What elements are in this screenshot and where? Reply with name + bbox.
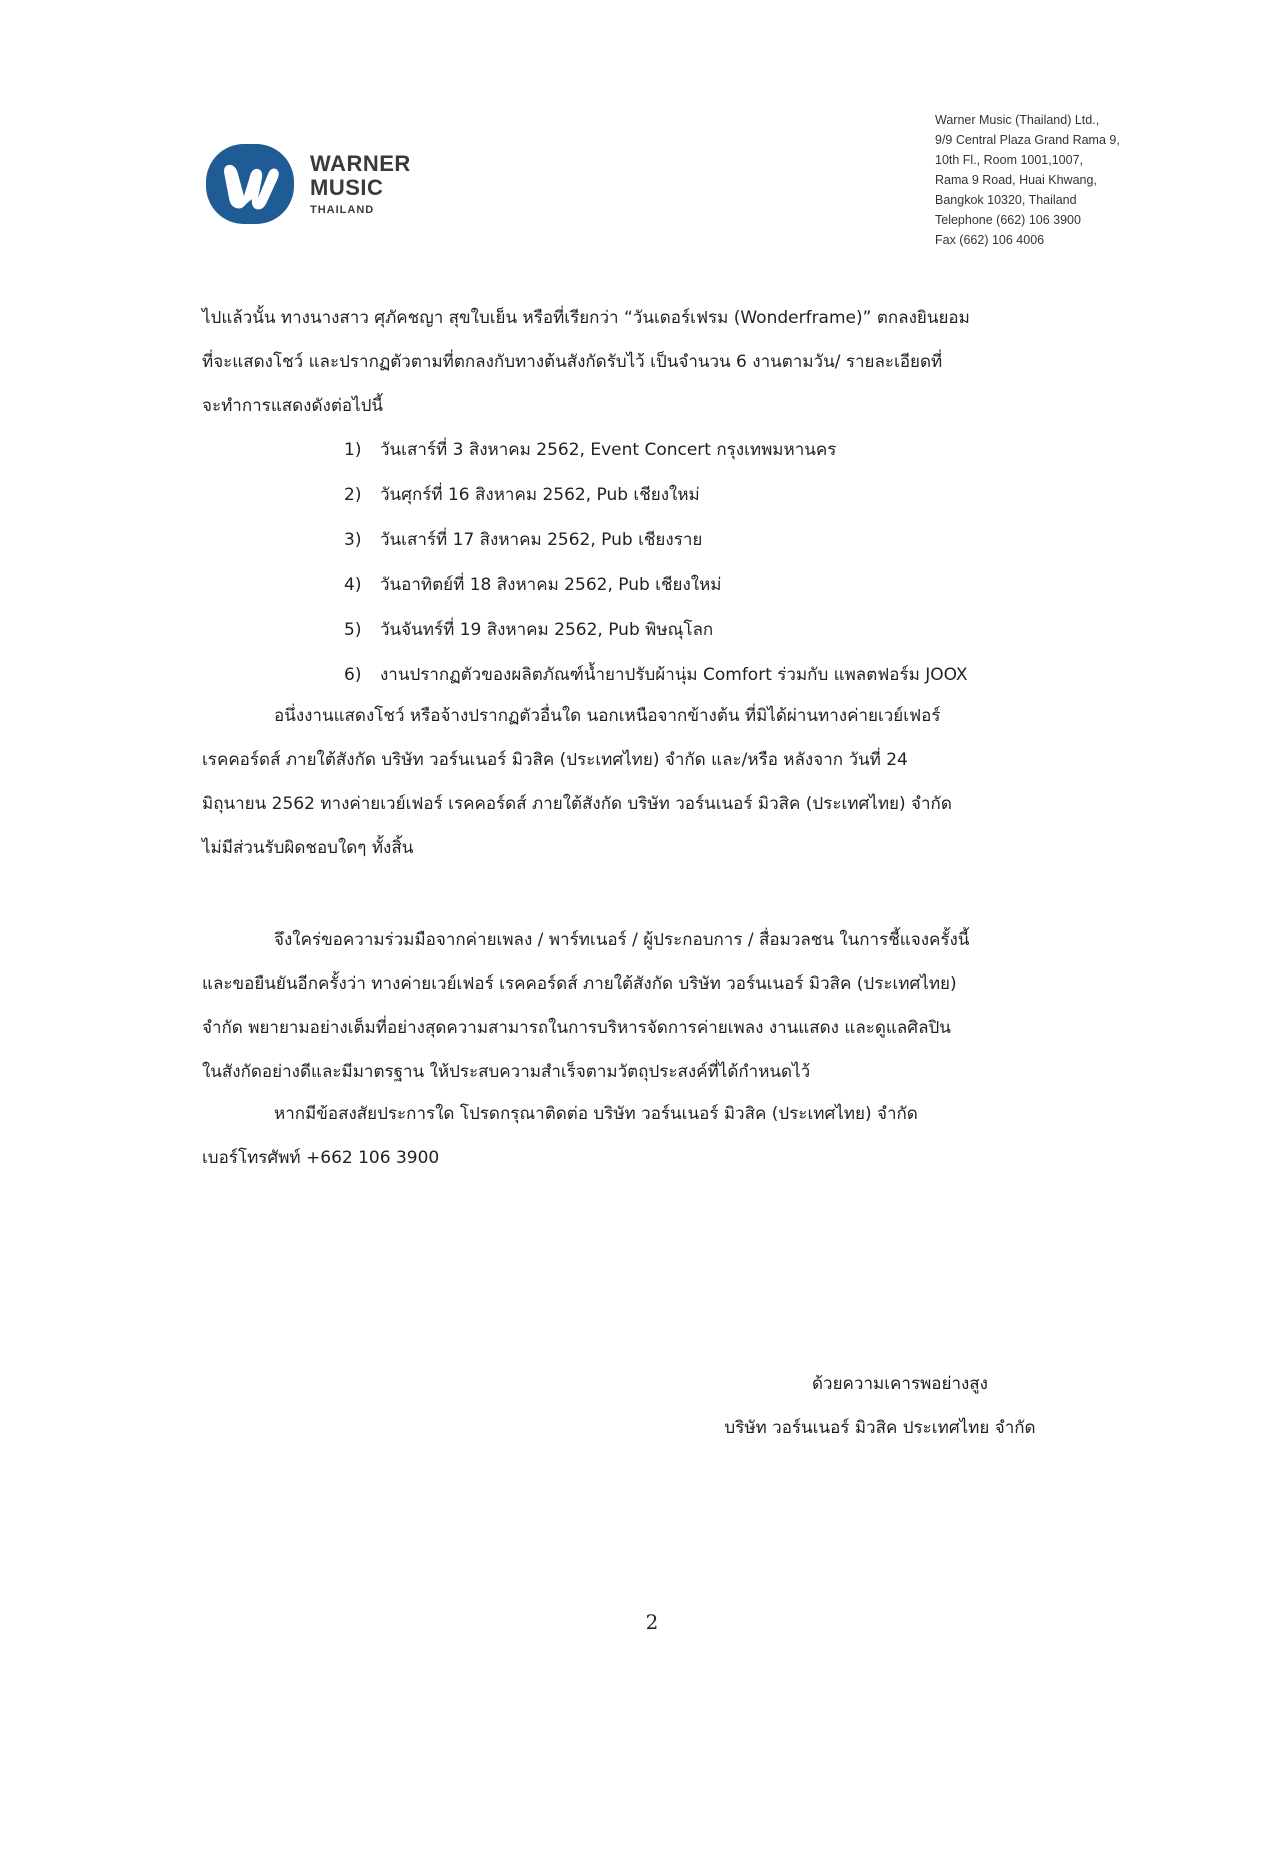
list-item-text: วันเสาร์ที่ 3 สิงหาคม 2562, Event Concert กรุงเทพมหานคร <box>380 440 837 460</box>
paragraph-line: มิถุนายน 2562 ทางค่ายเวย์เฟอร์ เรคคอร์ดส์ ภายใต้สังกัด บริษัท วอร์นเนอร์ มิวสิค (ประเทศไทย) จำกัด <box>202 794 952 814</box>
logo-line-music: MUSIC <box>310 174 384 200</box>
list-item <box>344 473 968 518</box>
list-item <box>344 653 968 698</box>
paragraph-line: หากมีข้อสงสัยประการใด โปรดกรุณาติดต่อ บริษัท วอร์นเนอร์ มิวสิค (ประเทศไทย) จำกัด <box>274 1104 918 1124</box>
address-line: 10th Fl., Room 1001,1007, <box>935 153 1084 167</box>
address-line: Telephone (662) 106 3900 <box>935 213 1081 227</box>
list-item-number: 6) <box>344 665 362 685</box>
closing-company: บริษัท วอร์นเนอร์ มิวสิค ประเทศไทย จำกัด <box>724 1418 1036 1438</box>
contact-paragraph <box>202 1092 1108 1180</box>
list-item-text: วันอาทิตย์ที่ 18 สิงหาคม 2562, Pub เชียงใหม่ <box>380 575 722 595</box>
paragraph-line: และขอยืนยันอีกครั้งว่า ทางค่ายเวย์เฟอร์ เรคคอร์ดส์ ภายใต้สังกัด บริษัท วอร์นเนอร์ มิวสิค (ประเทศไทย) <box>202 974 957 994</box>
intro-paragraph <box>202 296 1108 428</box>
list-item <box>344 563 968 608</box>
address-line: Rama 9 Road, Huai Khwang, <box>935 173 1097 187</box>
company-address <box>935 110 1165 250</box>
list-item-number: 2) <box>344 485 362 505</box>
paragraph-line: เรคคอร์ดส์ ภายใต้สังกัด บริษัท วอร์นเนอร์ มิวสิค (ประเทศไทย) จำกัด และ/หรือ หลังจาก วันที่ 24 <box>202 750 908 770</box>
list-item <box>344 428 968 473</box>
address-line: Fax (662) 106 4006 <box>935 233 1045 247</box>
closing-salutation: ด้วยความเคารพอย่างสูง <box>812 1374 988 1394</box>
paragraph-line: ในสังกัดอย่างดีและมีมาตรฐาน ให้ประสบความสำเร็จตามวัตถุประสงค์ที่ได้กำหนดไว้ <box>202 1062 811 1082</box>
paragraph-line: อนึ่งงานแสดงโชว์ หรือจ้างปรากฏตัวอื่นใด นอกเหนือจากข้างต้น ที่มิได้ผ่านทางค่ายเวย์เฟอร์ <box>274 706 941 726</box>
address-line: 9/9 Central Plaza Grand Rama 9, <box>935 133 1120 147</box>
list-item-number: 5) <box>344 620 362 640</box>
list-item <box>344 518 968 563</box>
list-item-text: วันเสาร์ที่ 17 สิงหาคม 2562, Pub เชียงราย <box>380 530 703 550</box>
paragraph-line: ไม่มีส่วนรับผิดชอบใดๆ ทั้งสิ้น <box>202 838 414 858</box>
list-item-number: 1) <box>344 440 362 460</box>
address-line: Bangkok 10320, Thailand <box>935 193 1077 207</box>
address-line: Warner Music (Thailand) Ltd., <box>935 113 1100 127</box>
list-item <box>344 608 968 653</box>
list-item-number: 3) <box>344 530 362 550</box>
list-item-text: งานปรากฏตัวของผลิตภัณฑ์น้ำยาปรับผ้านุ่ม Comfort ร่วมกับ แพลตฟอร์ม JOOX <box>380 665 968 685</box>
paragraph-line: ที่จะแสดงโชว์ และปรากฏตัวตามที่ตกลงกับทางต้นสังกัดรับไว้ เป็นจำนวน 6 งานตามวัน/ รายละเอียดที่ <box>202 352 943 372</box>
disclaimer-paragraph <box>202 694 1108 870</box>
closing-signature <box>680 1362 1080 1450</box>
logo-line-warner: WARNER <box>310 150 411 176</box>
warner-music-logo <box>204 138 411 230</box>
logo-line-thailand: THAILAND <box>310 203 375 216</box>
list-item-text: วันจันทร์ที่ 19 สิงหาคม 2562, Pub พิษณุโลก <box>380 620 714 640</box>
cooperation-paragraph <box>202 918 1108 1094</box>
page-number: 2 <box>645 1610 659 1634</box>
paragraph-line: จึงใคร่ขอความร่วมมือจากค่ายเพลง / พาร์ทเนอร์ / ผู้ประกอบการ / สื่อมวลชน ในการชี้แจงครั้งนี้ <box>274 930 970 950</box>
list-item-text: วันศุกร์ที่ 16 สิงหาคม 2562, Pub เชียงใหม่ <box>380 485 700 505</box>
paragraph-line: จะทำการแสดงดังต่อไปนี้ <box>202 396 384 416</box>
paragraph-line: ไปแล้วนั้น ทางนางสาว ศุภัคชญา สุขใบเย็น หรือที่เรียกว่า “วันเดอร์เฟรม (Wonderframe)” ตกลงยินยอม <box>202 308 970 328</box>
paragraph-line: เบอร์โทรศัพท์ +662 106 3900 <box>202 1148 440 1168</box>
paragraph-line: จำกัด พยายามอย่างเต็มที่อย่างสุดความสามารถในการบริหารจัดการค่ายเพลง งานแสดง และดูแลศิลปิน <box>202 1018 951 1038</box>
list-item-number: 4) <box>344 575 362 595</box>
warner-badge-icon <box>204 138 296 230</box>
event-list <box>344 428 968 698</box>
